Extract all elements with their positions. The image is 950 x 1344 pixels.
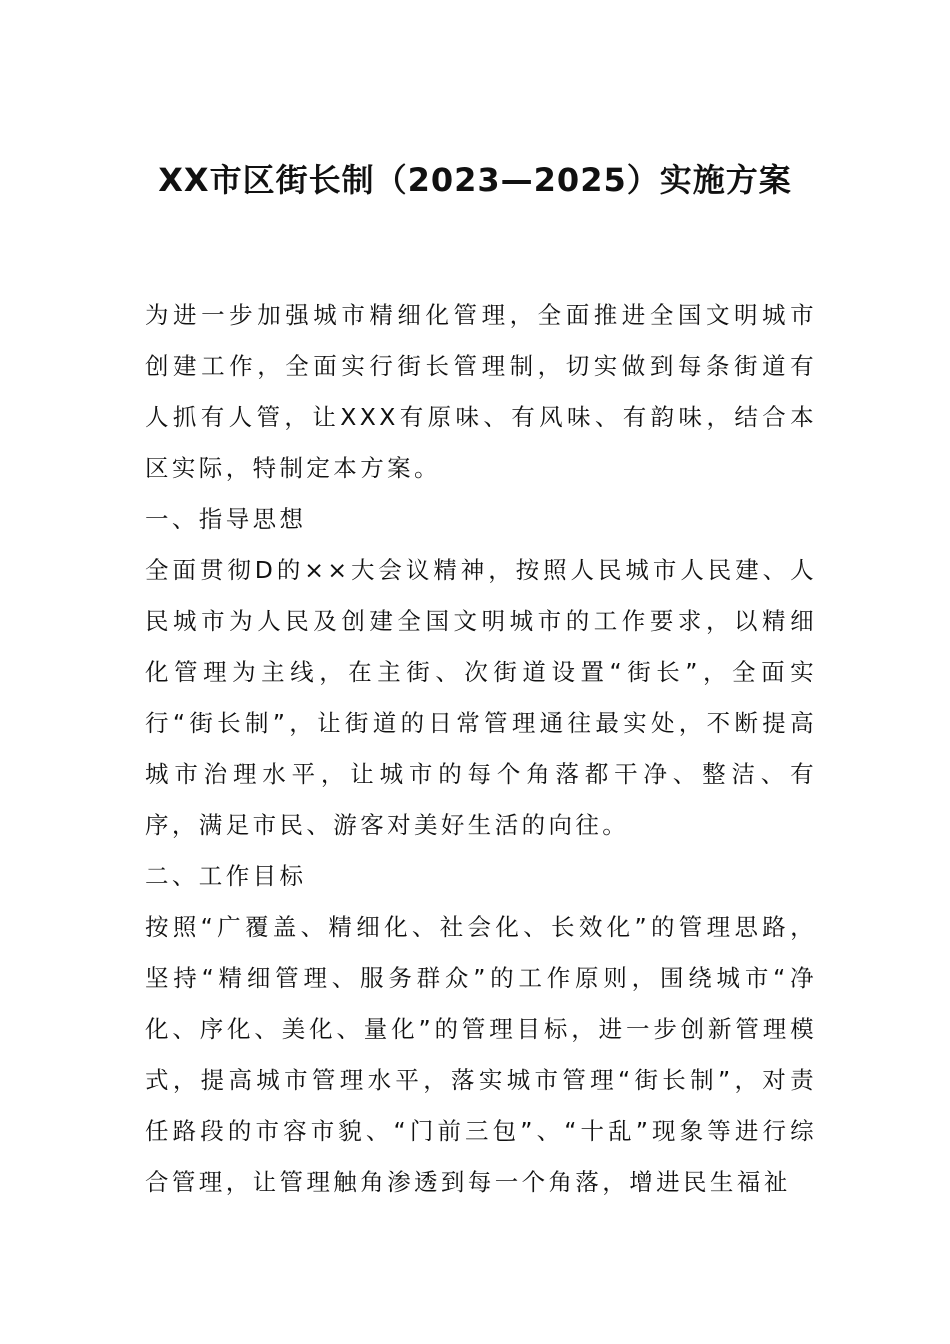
section-heading-guiding-ideology: 一、指导思想: [145, 505, 307, 533]
work-goals-paragraph: 按照“广覆盖、精细化、社会化、长效化”的管理思路，坚持“精细管理、服务群众”的工作原则，围绕城市“净化、序化、美化、量化”的管理目标，进一步创新管理模式，提高城市管理水平，落实城市管理“街长制”，对责任路段的市容市貌、“门前三包”、“十乱”现象等进行综合管理，让管理触角渗透到每一个角落，增进民生福祉: [145, 913, 817, 1196]
intro-paragraph: 为进一步加强城市精细化管理，全面推进全国文明城市创建工作，全面实行街长管理制，切实做到每条街道有人抓有人管，让XXX有原味、有风味、有韵味，结合本区实际，特制定本方案。: [145, 301, 817, 482]
section-heading-work-goals: 二、工作目标: [145, 862, 307, 890]
guiding-ideology-paragraph: 全面贯彻D的××大会议精神，按照人民城市人民建、人民城市为人民及创建全国文明城市的工作要求，以精细化管理为主线，在主街、次街道设置“街长”，全面实行“街长制”，让街道的日常管理通往最实处，不断提高城市治理水平，让城市的每个角落都干净、整洁、有序，满足市民、游客对美好生活的向往。: [145, 556, 817, 839]
document-body: [145, 290, 817, 1208]
document-title: XX市区街长制（2023—2025）实施方案: [158, 161, 792, 199]
